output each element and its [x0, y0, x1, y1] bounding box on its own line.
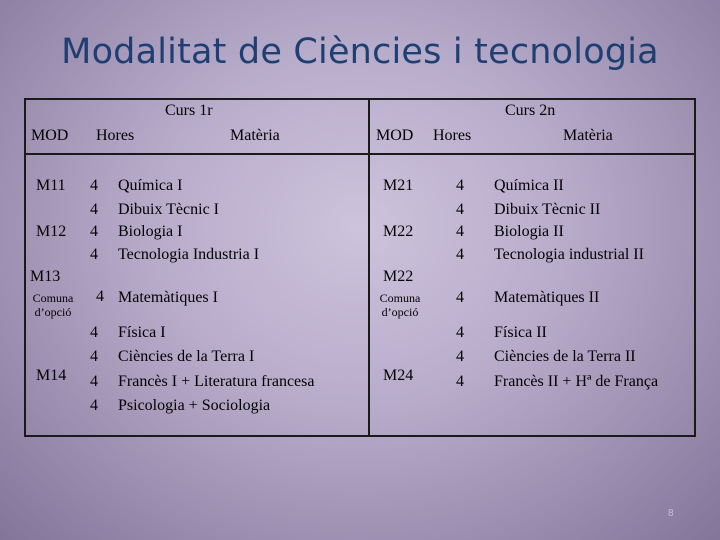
hores2-header: Hores: [433, 127, 472, 144]
table-left-border: [24, 98, 26, 437]
curs1-mod: M12: [36, 223, 67, 240]
curs2-materia: Matemàtiques II: [494, 289, 600, 306]
table-center-divider: [368, 98, 370, 437]
curs2-mod: M22: [383, 268, 414, 285]
curs1-materia: Ciències de la Terra I: [118, 348, 255, 365]
curs2-hores: 4: [456, 373, 464, 390]
curs1-hores: 4: [90, 201, 98, 218]
curs1-materia: Francès I + Literatura francesa: [118, 373, 315, 390]
mod1-header: MOD: [31, 127, 69, 144]
materia2-header: Matèria: [563, 127, 613, 144]
table-right-border: [694, 98, 696, 437]
curs2-hores: 4: [456, 223, 464, 240]
curs1-hores: 4: [90, 373, 98, 390]
curs2-materia: Dibuix Tècnic II: [494, 201, 601, 218]
curs2-materia: Biologia II: [494, 223, 564, 240]
slide-number: 8: [668, 508, 674, 519]
curs1-hores: 4: [90, 397, 98, 414]
curs1-mod: M13: [30, 268, 61, 285]
curs2-materia: Tecnologia industrial II: [494, 246, 644, 263]
curs2-mod: M21: [383, 177, 414, 194]
curs2-mod: M22: [383, 223, 414, 240]
curs1-materia: Biologia I: [118, 223, 183, 240]
curs2-hores: 4: [456, 246, 464, 263]
curs2-hores: 4: [456, 289, 464, 306]
table-bottom-border: [24, 435, 696, 437]
curs2-mod-note: Comuna: [379, 291, 421, 305]
curs1-hores: 4: [90, 177, 98, 194]
curs1-materia: Psicologia + Sociologia: [118, 397, 271, 414]
curs2-header: Curs 2n: [505, 102, 556, 119]
curs2-materia: Física II: [494, 324, 547, 341]
curs1-mod-note: d’opció: [34, 305, 72, 319]
curs2-materia: Química II: [494, 177, 564, 194]
curs1-materia: Matemàtiques I: [118, 289, 218, 306]
curs2-materia: Ciències de la Terra II: [494, 348, 636, 365]
curs1-materia: Tecnologia Industria I: [118, 246, 260, 263]
curs2-hores: 4: [456, 324, 464, 341]
curs1-hores: 4: [96, 288, 104, 305]
curs2-materia: Francès II + Hª de França: [494, 373, 659, 390]
table-top-border-left: [24, 98, 368, 100]
curs1-hores: 4: [90, 348, 98, 365]
curs1-materia: Dibuix Tècnic I: [118, 201, 220, 218]
curs1-mod: M11: [36, 177, 66, 194]
materia1-header: Matèria: [230, 127, 280, 144]
curs1-header: Curs 1r: [165, 102, 213, 119]
hores1-header: Hores: [96, 127, 135, 144]
curs2-hores: 4: [456, 348, 464, 365]
curs2-hores: 4: [456, 177, 464, 194]
mod2-header: MOD: [376, 127, 414, 144]
header-divider: [24, 153, 696, 155]
curs1-hores: 4: [90, 324, 98, 341]
slide-title: Modalitat de Ciències i tecnologia: [61, 32, 659, 72]
curs2-mod: M24: [383, 367, 414, 384]
curs1-mod-note: Comuna: [32, 291, 74, 305]
curs2-hores: 4: [456, 201, 464, 218]
table-top-border-right: [370, 98, 696, 100]
curs1-materia: Química I: [118, 177, 183, 194]
curs1-materia: Física I: [118, 324, 166, 341]
curs2-mod-note: d’opció: [381, 305, 419, 319]
curs1-mod: M14: [36, 367, 67, 384]
curs1-hores: 4: [90, 223, 98, 240]
curs1-hores: 4: [90, 246, 98, 263]
